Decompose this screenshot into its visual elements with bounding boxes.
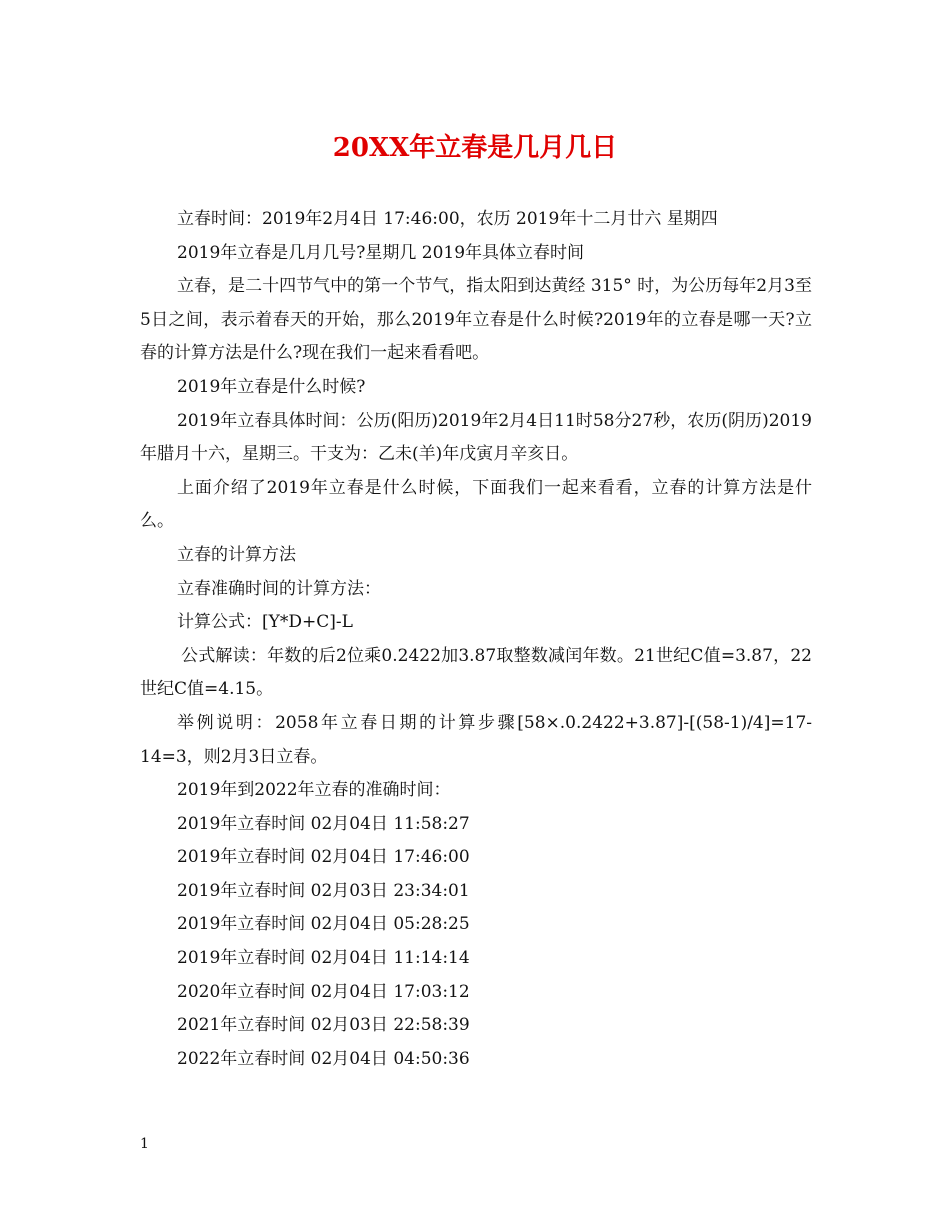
paragraph-method-subheading: 立春准确时间的计算方法： (177, 578, 381, 599)
list-item: 2019年立春时间 02月04日 11:58:27 (177, 813, 470, 834)
list-item: 2020年立春时间 02月04日 17:03:12 (177, 981, 470, 1002)
list-item: 2019年立春时间 02月04日 05:28:25 (177, 914, 470, 935)
document-body (140, 203, 812, 1076)
paragraph-example: 举例说明：2058年立春日期的计算步骤[58×.0.2422+3.87]-[(58-1)/4]=17-14=3，则2月3日立春。 (140, 712, 812, 767)
paragraph-specific-time: 2019年立春具体时间：公历(阳历)2019年2月4日11时58分27秒，农历(阴历)2019年腊月十六，星期三。干支为：乙未(羊)年戊寅月辛亥日。 (140, 410, 812, 465)
list-item: 2019年立春时间 02月04日 17:46:00 (177, 847, 470, 868)
paragraph-method-heading: 立春的计算方法 (177, 544, 296, 565)
list-item: 2022年立春时间 02月04日 04:50:36 (177, 1048, 470, 1069)
list-item: 2019年立春时间 02月04日 11:14:14 (177, 948, 470, 969)
paragraph-formula: 计算公式：[Y*D+C]-L (177, 612, 353, 633)
list-item: 2019年立春时间 02月03日 23:34:01 (177, 880, 470, 901)
paragraph-formula-explanation: 公式解读：年数的后2位乘0.2422加3.87取整数减闰年数。21世纪C值=3.87，22世纪C值=4.15。 (140, 645, 812, 700)
paragraph-solar-term-time: 立春时间：2019年2月4日 17:46:00，农历 2019年十二月廿六 星期四 (177, 209, 718, 229)
paragraph-transition: 上面介绍了2019年立春是什么时候，下面我们一起来看看，立春的计算方法是什么。 (140, 477, 812, 532)
paragraph-question-heading: 2019年立春是几月几号?星期几 2019年具体立春时间 (177, 242, 585, 263)
times-list (140, 808, 812, 1077)
page-number: 1 (140, 1136, 149, 1152)
list-item: 2021年立春时间 02月03日 22:58:39 (177, 1015, 470, 1036)
page-title: 20XX年立春是几月几日 (332, 133, 618, 163)
paragraph-when-heading: 2019年立春是什么时候? (177, 376, 366, 397)
paragraph-times-heading: 2019年到2022年立春的准确时间： (177, 780, 451, 801)
paragraph-intro: 立春，是二十四节气中的第一个节气，指太阳到达黄经 315° 时，为公历每年2月3至5日之间，表示着春天的开始，那么2019年立春是什么时候?2019年的立春是哪一天?立春的计算方法是什么?现在我们一起来看看吧。 (140, 276, 812, 364)
